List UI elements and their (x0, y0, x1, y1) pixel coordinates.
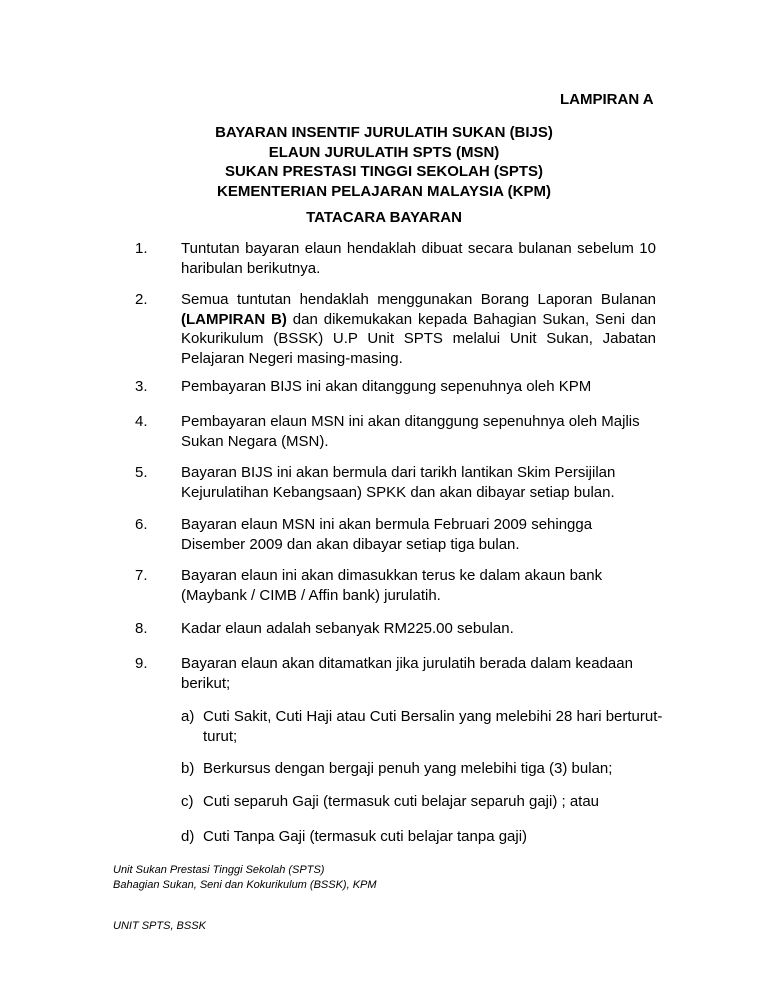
footer-page-label: UNIT SPTS, BSSK (113, 920, 206, 932)
lampiran-b-reference: (LAMPIRAN B) (181, 310, 287, 328)
item-text: Bayaran elaun ini akan dimasukkan terus ke dalam akaun bank (Maybank / CIMB / Affin bank) jurulatih. (181, 567, 603, 604)
sub-item-label: c) (181, 793, 194, 810)
title-line-1: BAYARAN INSENTIF JURULATIH SUKAN (BIJS) (215, 124, 553, 141)
item-number: 5. (135, 464, 148, 481)
footer-division-line: Bahagian Sukan, Seni dan Kokurikulum (BSSK), KPM (113, 879, 377, 891)
sub-item-text: Cuti Tanpa Gaji (termasuk cuti belajar tanpa gaji) (203, 828, 528, 845)
item-text: Bayaran BIJS ini akan bermula dari tarikh lantikan Skim Persijilan Kejurulatihan Kebangsaan) SPKK dan akan dibayar setiap bulan. (181, 464, 616, 501)
item-number: 8. (135, 620, 148, 637)
item-number: 1. (135, 240, 148, 257)
title-line-4: KEMENTERIAN PELAJARAN MALAYSIA (KPM) (217, 182, 551, 200)
sub-item-text: Berkursus dengan bergaji penuh yang melebihi tiga (3) bulan; (203, 760, 613, 777)
footer-unit-line: Unit Sukan Prestasi Tinggi Sekolah (SPTS) (113, 864, 325, 876)
item-number: 3. (135, 378, 148, 395)
sub-item-text: Cuti Sakit, Cuti Haji atau Cuti Bersalin yang melebihi 28 hari berturut-turut; (203, 708, 663, 745)
document-title (0, 123, 768, 201)
appendix-label: LAMPIRAN A (560, 91, 654, 108)
item-number: 4. (135, 413, 148, 430)
item-text (181, 290, 656, 368)
item-text: Bayaran elaun akan ditamatkan jika jurulatih berada dalam keadaan berikut; (181, 655, 633, 692)
sub-item-label: b) (181, 760, 195, 777)
item-text: Pembayaran BIJS ini akan ditanggung sepenuhnya oleh KPM (181, 378, 592, 395)
item-text: Pembayaran elaun MSN ini akan ditanggung sepenuhnya oleh Majlis Sukan Negara (MSN). (181, 413, 640, 450)
item-number: 9. (135, 655, 148, 672)
item-text-part: Semua tuntutan hendaklah menggunakan Borang Laporan Bulanan (181, 291, 656, 308)
sub-item-label: a) (181, 708, 195, 725)
title-line-2: ELAUN JURULATIH SPTS (MSN) (268, 143, 500, 161)
item-number: 2. (135, 291, 148, 308)
item-number: 6. (135, 516, 148, 533)
item-text: Kadar elaun adalah sebanyak RM225.00 sebulan. (181, 620, 514, 637)
item-number: 7. (135, 567, 148, 584)
section-title: TATACARA BAYARAN (306, 209, 462, 226)
item-text-part: dan dikemukakan kepada Bahagian Sukan, Seni dan Kokurikulum (BSSK) U.P Unit SPTS melalui Unit Sukan, Jabatan Pelajaran Negeri masing-masing. (181, 310, 656, 367)
title-line-3: SUKAN PRESTASI TINGGI SEKOLAH (SPTS) (224, 163, 544, 180)
item-text: Bayaran elaun MSN ini akan bermula Februari 2009 sehingga Disember 2009 dan akan dibayar setiap tiga bulan. (181, 516, 593, 553)
sub-item-text: Cuti separuh Gaji (termasuk cuti belajar separuh gaji) ; atau (203, 793, 600, 810)
item-text: Tuntutan bayaran elaun hendaklah dibuat secara bulanan sebelum 10 haribulan berikutnya. (181, 240, 656, 277)
sub-item-label: d) (181, 828, 195, 845)
